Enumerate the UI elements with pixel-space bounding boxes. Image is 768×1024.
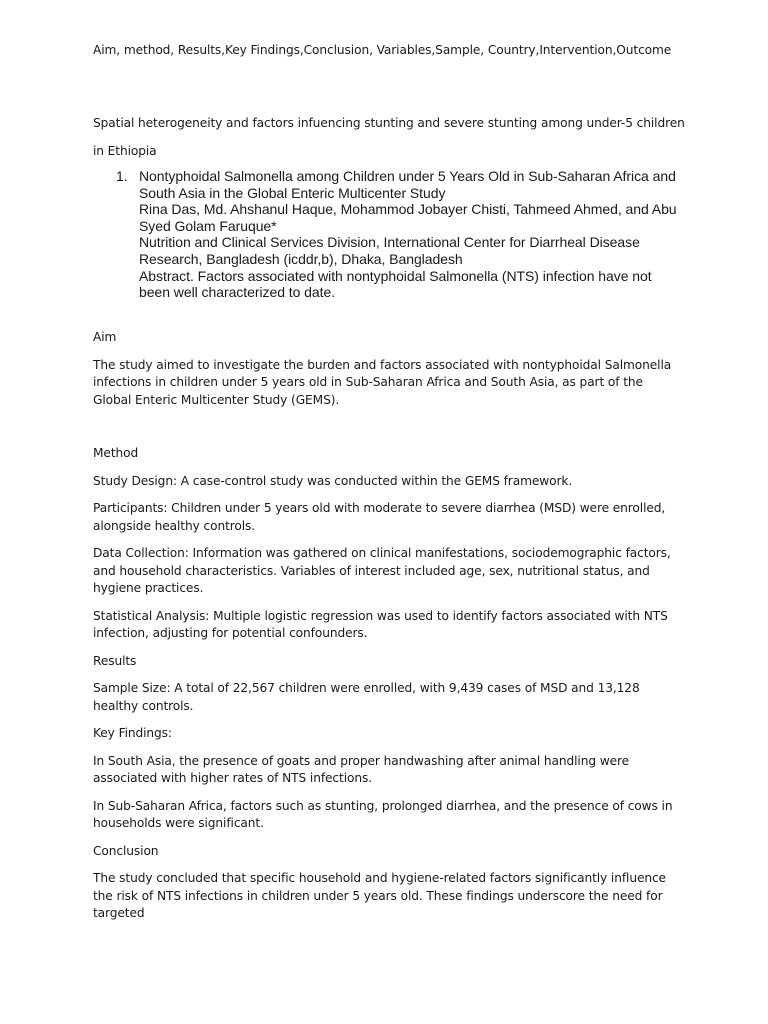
study-design-paragraph: Study Design: A case-control study was conducted within the GEMS framework. <box>93 473 573 488</box>
numbered-list-item <box>93 168 683 301</box>
conclusion-paragraph: The study concluded that specific household and hygiene-related factors significantly influence the risk of NTS infections in children under 5 years old. These findings underscore the need for targeted <box>93 871 666 920</box>
finding-south-asia-paragraph: In South Asia, the presence of goats and proper handwashing after animal handling were associated with higher rates of NTS infections. <box>93 753 630 785</box>
list-number: 1. <box>116 168 128 184</box>
header-line: Aim, method, Results,Key Findings,Conclusion, Variables,Sample, Country,Intervention,Outcome <box>93 43 672 57</box>
conclusion-heading: Conclusion <box>93 843 159 858</box>
paper-affiliation: Nutrition and Clinical Services Division, International Center for Diarrheal Disease Research, Bangladesh (icddr,b), Dhaka, Bangladesh <box>139 234 640 267</box>
aim-paragraph: The study aimed to investigate the burden and factors associated with nontyphoidal Salmonella infections in children under 5 years old in Sub-Saharan Africa and South Asia, as part of the Global Enteric Multicenter Study (GEMS). <box>93 357 672 407</box>
title-line-2: in Ethiopia <box>93 144 157 158</box>
paper-abstract: Abstract. Factors associated with nontyphoidal Salmonella (NTS) infection have not been well characterized to date. <box>139 267 652 301</box>
paper-authors: Rina Das, Md. Ahshanul Haque, Mohammod Jobayer Chisti, Tahmeed Ahmed, and Abu Syed Golam Faruque* <box>139 201 677 234</box>
summary-body <box>93 329 683 933</box>
finding-ssa-paragraph: In Sub-Saharan Africa, factors such as stunting, prolonged diarrhea, and the presence of cows in households were significant. <box>93 798 673 830</box>
sample-size-paragraph: Sample Size: A total of 22,567 children were enrolled, with 9,439 cases of MSD and 13,128 healthy controls. <box>93 681 640 713</box>
aim-heading: Aim <box>93 330 117 344</box>
paper-title-line-1: Nontyphoidal Salmonella among Children under 5 Years Old in Sub-Saharan Africa and <box>139 168 676 184</box>
participants-paragraph: Participants: Children under 5 years old with moderate to severe diarrhea (MSD) were enrolled, alongside healthy controls. <box>93 501 666 533</box>
list-item-body <box>139 168 679 301</box>
paper-title-line-2: South Asia in the Global Enteric Multicenter Study <box>139 184 446 201</box>
results-heading: Results <box>93 653 137 668</box>
statistical-analysis-paragraph: Statistical Analysis: Multiple logistic regression was used to identify factors associated with NTS infection, adjusting for potential confounders. <box>93 608 668 640</box>
data-collection-paragraph: Data Collection: Information was gathered on clinical manifestations, sociodemographic factors, and household characteristics. Variables of interest included age, sex, nutritional status, and hygiene practices. <box>93 546 671 595</box>
title-line-1: Spatial heterogeneity and factors infuencing stunting and severe stunting among under-5 children <box>93 116 685 130</box>
key-findings-heading: Key Findings: <box>93 726 172 740</box>
method-heading: Method <box>93 446 139 460</box>
